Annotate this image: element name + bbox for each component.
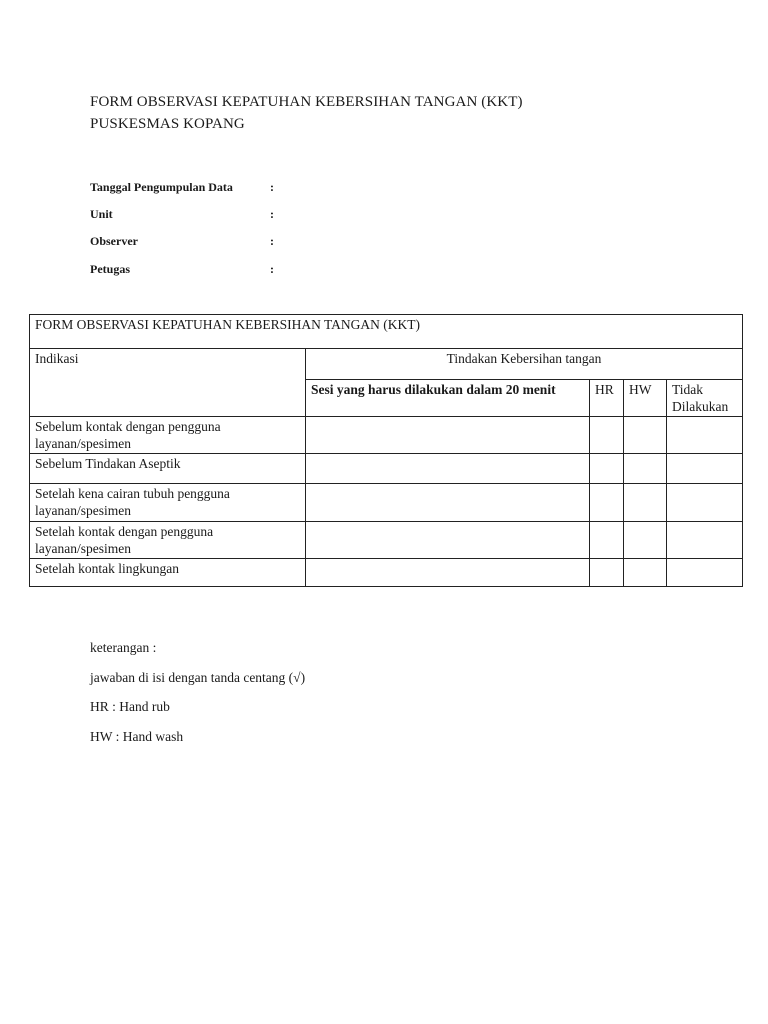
header-sesi: Sesi yang harus dilakukan dalam 20 menit [306, 380, 590, 417]
meta-label: Unit [90, 207, 113, 221]
hr-cell[interactable] [590, 522, 624, 559]
meta-field-observer [90, 234, 274, 249]
meta-field-date [90, 180, 274, 195]
note-instruction: jawaban di isi dengan tanda centang (√) [90, 670, 306, 685]
tidak-cell[interactable] [667, 454, 743, 484]
table-row [30, 454, 743, 484]
indikasi-cell: Sebelum kontak dengan pengguna layanan/spesimen [30, 417, 306, 454]
sesi-cell[interactable] [306, 484, 590, 522]
sesi-cell[interactable] [306, 559, 590, 587]
meta-colon: : [270, 234, 274, 248]
tidak-cell[interactable] [667, 522, 743, 559]
header-tindakan: Tindakan Kebersihan tangan [306, 349, 743, 380]
indikasi-cell: Setelah kontak dengan pengguna layanan/spesimen [30, 522, 306, 559]
hw-cell[interactable] [624, 559, 667, 587]
observation-table [29, 314, 743, 587]
table-row [30, 417, 743, 454]
hr-cell[interactable] [590, 484, 624, 522]
meta-colon: : [270, 180, 274, 194]
indikasi-cell: Sebelum Tindakan Aseptik [30, 454, 306, 484]
tidak-cell[interactable] [667, 559, 743, 587]
form-title: FORM OBSERVASI KEPATUHAN KEBERSIHAN TANGAN (KKT) [90, 94, 523, 110]
header-hr: HR [590, 380, 624, 417]
header-tidak-dilakukan: Tidak Dilakukan [667, 380, 743, 417]
note-hr: HR : Hand rub [90, 699, 170, 714]
notes-heading: keterangan : [90, 640, 157, 655]
hw-cell[interactable] [624, 522, 667, 559]
note-hw: HW : Hand wash [90, 729, 184, 744]
header-hw: HW [624, 380, 667, 417]
meta-label: Observer [90, 234, 138, 248]
table-row [30, 559, 743, 587]
tidak-cell[interactable] [667, 484, 743, 522]
hw-cell[interactable] [624, 454, 667, 484]
hr-cell[interactable] [590, 417, 624, 454]
sesi-cell[interactable] [306, 454, 590, 484]
table-row [30, 522, 743, 559]
meta-field-petugas [90, 262, 274, 277]
hw-cell[interactable] [624, 484, 667, 522]
hr-cell[interactable] [590, 559, 624, 587]
meta-colon: : [270, 207, 274, 221]
hw-cell[interactable] [624, 417, 667, 454]
header-indikasi: Indikasi [30, 349, 306, 417]
facility-name: PUSKESMAS KOPANG [90, 116, 245, 132]
table-title-row [30, 315, 743, 349]
sesi-cell[interactable] [306, 522, 590, 559]
meta-label: Tanggal Pengumpulan Data [90, 180, 233, 194]
table-header-row [30, 349, 743, 380]
meta-label: Petugas [90, 262, 130, 276]
table-title: FORM OBSERVASI KEPATUHAN KEBERSIHAN TANGAN (KKT) [30, 315, 743, 349]
hr-cell[interactable] [590, 454, 624, 484]
indikasi-cell: Setelah kena cairan tubuh pengguna layanan/spesimen [30, 484, 306, 522]
indikasi-cell: Setelah kontak lingkungan [30, 559, 306, 587]
sesi-cell[interactable] [306, 417, 590, 454]
table-row [30, 484, 743, 522]
meta-field-unit [90, 207, 274, 222]
meta-colon: : [270, 262, 274, 276]
tidak-cell[interactable] [667, 417, 743, 454]
